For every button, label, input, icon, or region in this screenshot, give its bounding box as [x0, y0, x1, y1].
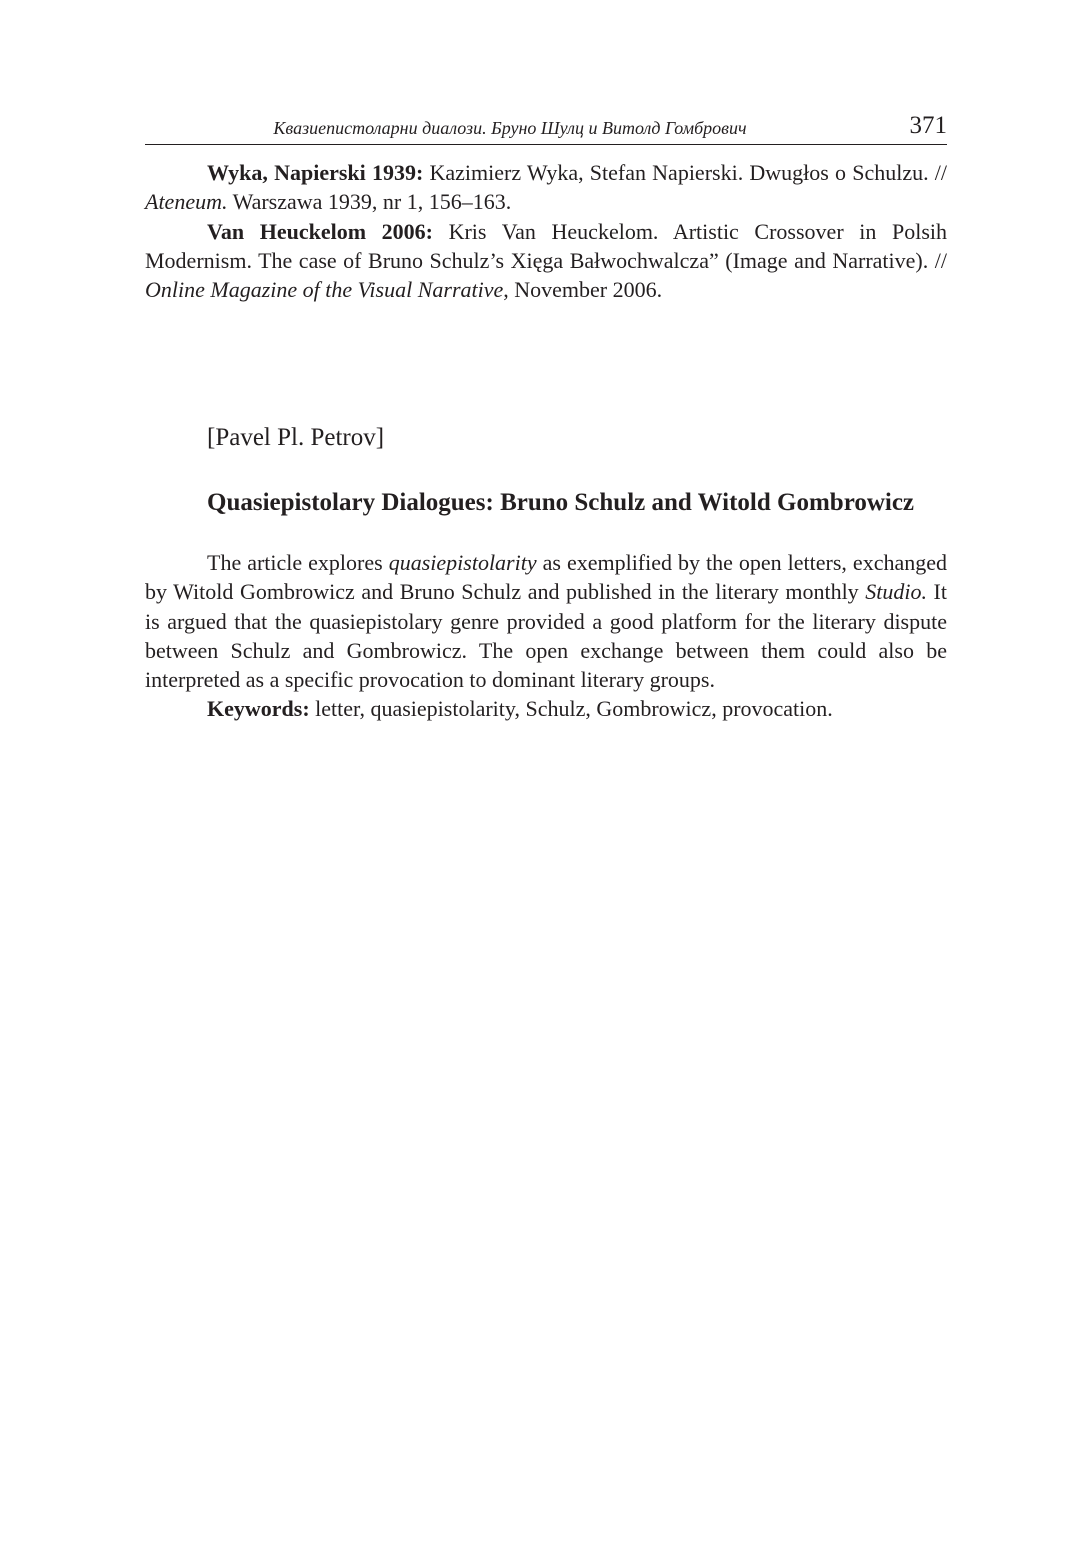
abstract-paragraph — [145, 548, 947, 694]
page-number: 371 — [909, 112, 947, 139]
abstract-text: The article explores — [207, 550, 389, 575]
references-list — [145, 158, 947, 304]
reference-text: Warszawa 1939, nr 1, 156–163. — [227, 189, 512, 215]
reference-journal: Online Magazine of the Visual Narrative — [145, 277, 504, 303]
abstract-term: quasiepistolarity — [388, 550, 537, 575]
abstract-text: It is argued that the quasiepistolary genre provided a good platform for the literary dispute between Schulz and Gombrowicz. The open exchange between them could also be interpreted as a specific provocation to dominant literary groups. — [145, 579, 947, 693]
abstract-text: as exemplified by the open letters, exchanged by Witold Gombrowicz and Bruno Schulz and published in the literary monthly — [145, 550, 947, 605]
summary-abstract — [145, 548, 947, 724]
reference-key: Wyka, Napierski 1939: — [207, 160, 424, 185]
reference-text: , November 2006. — [503, 277, 663, 303]
keywords-list: letter, quasiepistolarity, Schulz, Gombrowicz, provocation. — [309, 696, 833, 722]
running-head — [145, 112, 947, 145]
summary-author: [Pavel Pl. Petrov] — [207, 424, 385, 451]
reference-journal: Ateneum. — [145, 189, 228, 215]
reference-text: Kris Van Heuckelom. Artistic Crossover in Polsih Modernism. The case of Bruno Schulz’s Xięga Bałwochwalcza” (Image and Narrative). // — [145, 218, 948, 273]
reference-text: Kazimierz Wyka, Stefan Napierski. Dwugłos o Schulzu. // — [423, 160, 947, 185]
abstract-journal: Studio. — [865, 579, 927, 605]
reference-entry — [145, 158, 947, 217]
reference-key: Van Heuckelom 2006: — [207, 218, 433, 244]
keywords-paragraph — [145, 694, 947, 723]
reference-entry — [145, 217, 947, 305]
summary-title: Quasiepistolary Dialogues: Bruno Schulz and Witold Gombrowicz — [207, 489, 915, 516]
running-title: Квазиепистоларни диалози. Бруно Шулц и Витолд Гомбрович — [273, 118, 747, 138]
keywords-label: Keywords: — [207, 696, 310, 722]
